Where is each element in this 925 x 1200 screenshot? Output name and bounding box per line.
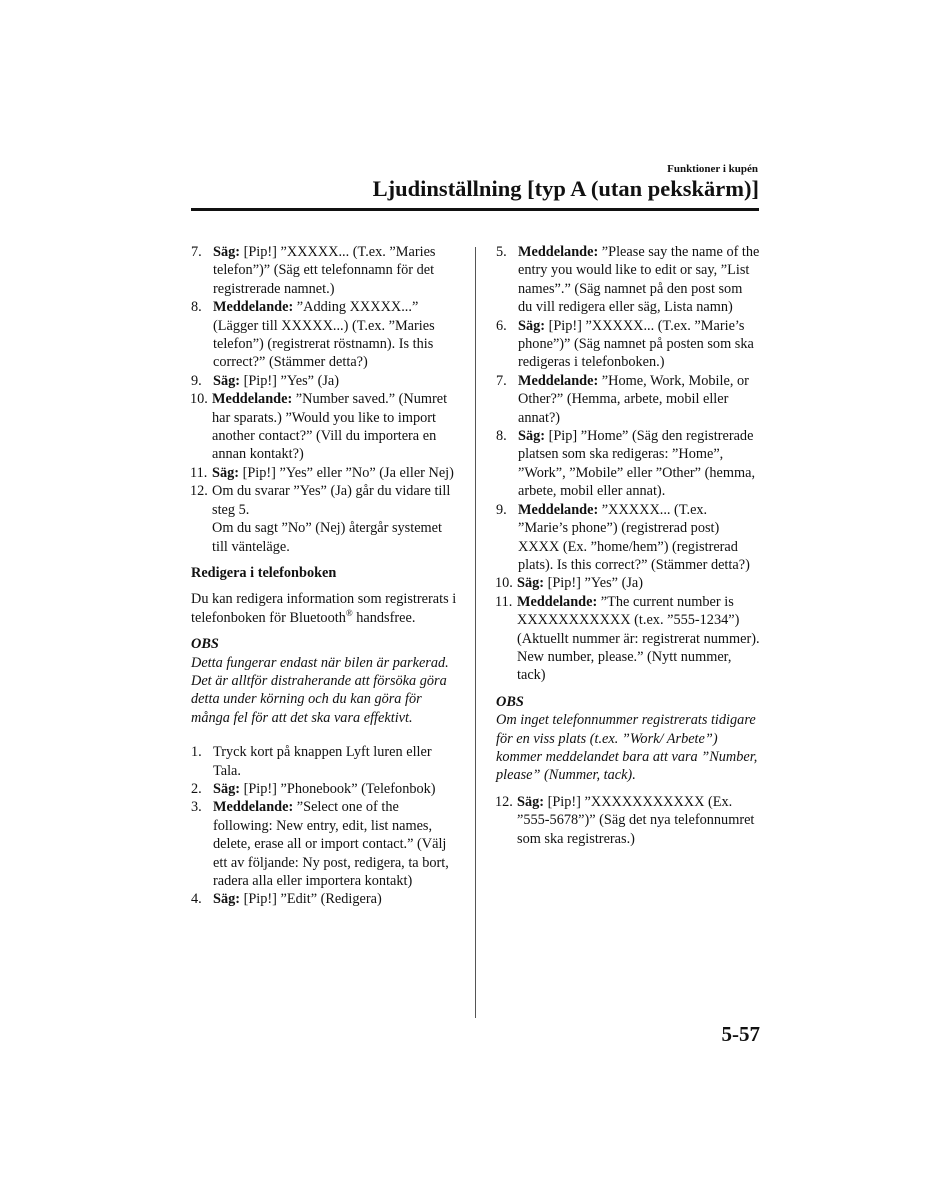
step-label: Meddelande: <box>518 372 599 389</box>
list-item <box>496 317 760 372</box>
step-number: 10. <box>190 391 208 408</box>
step-number: 10. <box>495 575 513 592</box>
section-label: Funktioner i kupén <box>667 163 758 175</box>
step-body <box>518 317 760 372</box>
step-text: ”Please say the name of the entry you would like to edit or say, ”List names”.” (Säg namnet på den post som du vill redigera eller säg, Lista namn) <box>518 244 760 316</box>
step-number: 4. <box>191 891 202 908</box>
note-text: Detta fungerar endast när bilen är parkerad. Det är alltför distraherande att försöka göra detta under körning och du kan göra för många fel för att det ska vara effektivt. <box>191 654 449 726</box>
header-rule <box>191 208 759 211</box>
list-item <box>496 427 760 501</box>
intro-text-end: handsfree. <box>352 609 416 626</box>
list-item <box>191 798 459 890</box>
list-item <box>191 390 459 464</box>
column-divider <box>475 247 476 1018</box>
step-body <box>517 574 760 592</box>
intro-text: Du kan redigera information som registrerats i telefonboken för Bluetooth <box>191 591 457 626</box>
list-item <box>496 243 760 317</box>
list-item <box>496 372 760 427</box>
step-label: Meddelande: <box>213 799 294 816</box>
note-text-right: Om inget telefonnummer registrerats tidigare för en viss plats (t.ex. ”Work/ Arbete”) kommer meddelandet bara att vara ”Number, please” (Nummer, tack). <box>496 712 758 784</box>
step-label: Meddelande: <box>518 244 599 260</box>
step-number: 7. <box>496 372 507 389</box>
step-number: 11. <box>190 464 208 481</box>
left-step-list-edit <box>191 743 459 909</box>
step-text: [Pip!] ”Edit” (Redigera) <box>240 891 382 908</box>
step-number: 6. <box>496 317 507 334</box>
list-item <box>191 743 459 780</box>
step-label: Meddelande: <box>517 593 598 610</box>
step-subtext: Om du sagt ”No” (Nej) återgår systemet till vänteläge. <box>212 520 442 555</box>
page-number: 5-57 <box>721 1022 760 1046</box>
step-label: Säg: <box>213 780 241 797</box>
step-text: Om du svarar ”Yes” (Ja) går du vidare till steg 5. <box>212 483 451 518</box>
step-body <box>518 372 760 427</box>
step-number: 2. <box>191 780 202 797</box>
step-label: Meddelande: <box>212 391 293 408</box>
step-text: [Pip] ”Home” (Säg den registrerade platsen som ska redigeras: ”Home”, ”Work”, ”Mobile” eller ”Other” (hemma, arbete, mobil eller annat). <box>518 428 756 500</box>
step-body <box>518 427 760 501</box>
left-step-list-continued <box>191 243 459 556</box>
step-text: ”Home, Work, Mobile, or Other?” (Hemma, arbete, mobil eller annat?) <box>518 372 749 426</box>
step-body <box>517 593 760 685</box>
step-number: 9. <box>191 372 202 389</box>
step-label: Säg: <box>212 464 240 481</box>
step-number: 5. <box>496 244 507 260</box>
step-label: Säg: <box>213 372 241 389</box>
step-number: 8. <box>496 428 507 445</box>
step-text: [Pip!] ”XXXXX... (T.ex. ”Marie’s phone”)” (Säg namnet på posten som ska redigeras i telefonboken.) <box>518 317 754 371</box>
list-item <box>191 372 459 390</box>
step-body <box>212 482 459 556</box>
step-text: [Pip!] ”Yes” (Ja) <box>240 372 340 389</box>
step-body <box>213 798 459 890</box>
step-text: ”The current number is XXXXXXXXXXX (t.ex. ”555-1234”) (Aktuellt nummer är: registrerat nummer). New number, please.” (Nytt nummer, tack) <box>517 593 760 684</box>
step-body <box>213 243 459 298</box>
step-body <box>213 743 459 780</box>
step-text: Tryck kort på knappen Lyft luren eller Tala. <box>213 744 432 779</box>
registered-mark: ® <box>345 607 353 618</box>
step-text: ”Adding XXXXX...” (Lägger till XXXXX...) (T.ex. ”Maries telefon”) (registrerat röstnamn). Is this correct?” (Stämmer detta?) <box>213 299 435 371</box>
step-body <box>213 298 459 372</box>
step-label: Säg: <box>517 793 545 810</box>
step-label: Säg: <box>518 428 546 445</box>
list-item <box>191 464 459 482</box>
step-text: [Pip!] ”Yes” (Ja) <box>544 575 644 592</box>
step-body <box>212 464 459 482</box>
step-label: Meddelande: <box>518 501 599 518</box>
step-body <box>518 501 760 575</box>
step-label: Meddelande: <box>213 299 294 316</box>
subheading-edit-phonebook: Redigera i telefonboken <box>191 564 337 581</box>
right-step-list-end <box>496 793 760 848</box>
list-item <box>191 243 459 298</box>
list-item <box>496 501 760 575</box>
right-step-list <box>496 243 760 685</box>
step-number: 12. <box>190 483 208 500</box>
step-number: 9. <box>496 501 507 518</box>
left-column <box>191 243 459 909</box>
step-text: [Pip!] ”XXXXX... (T.ex. ”Maries telefon”)” (Säg ett telefonnamn för det registrerade namnet.) <box>213 244 436 297</box>
step-number: 3. <box>191 799 202 816</box>
step-body <box>213 890 459 908</box>
list-item <box>191 890 459 908</box>
list-item <box>496 793 760 848</box>
step-label: Säg: <box>213 244 241 260</box>
intro-paragraph <box>191 590 459 627</box>
step-text: ”Number saved.” (Numret har sparats.) ”Would you like to import another contact?” (Vill du importera en annan kontakt?) <box>212 391 448 463</box>
step-body <box>517 793 760 848</box>
step-body <box>212 390 459 464</box>
step-label: Säg: <box>518 317 546 334</box>
step-number: 7. <box>191 244 202 260</box>
list-item <box>191 298 459 372</box>
step-text: [Pip!] ”Phonebook” (Telefonbok) <box>240 780 436 797</box>
note-title: OBS <box>191 636 219 653</box>
step-body <box>213 372 459 390</box>
step-text: [Pip!] ”XXXXXXXXXXX (Ex. ”555-5678”)” (Säg det nya telefonnumret som ska registreras.) <box>517 793 755 847</box>
step-number: 1. <box>191 744 202 761</box>
step-body <box>518 243 760 317</box>
step-text: [Pip!] ”Yes” eller ”No” (Ja eller Nej) <box>239 464 454 481</box>
list-item <box>191 482 459 556</box>
step-text: ”XXXXX... (T.ex. ”Marie’s phone”) (registrerad post) XXXX (Ex. ”home/hem”) (registrerad plats). Is this correct?” (Stämmer detta?) <box>518 501 750 573</box>
step-label: Säg: <box>517 575 545 592</box>
right-column <box>496 243 760 848</box>
step-label: Säg: <box>213 891 241 908</box>
list-item <box>496 593 760 685</box>
step-body <box>213 780 459 798</box>
step-number: 12. <box>495 793 513 810</box>
step-text: ”Select one of the following: New entry, edit, list names, delete, erase all or import contact.” (Välj ett av följande: Ny post, redigera, ta bort, radera alla eller importera kontakt) <box>213 799 449 889</box>
list-item <box>496 574 760 592</box>
list-item <box>191 780 459 798</box>
page-title: Ljudinställning [typ A (utan pekskärm)] <box>372 176 759 201</box>
note-title-right: OBS <box>496 693 524 710</box>
step-number: 11. <box>495 593 513 610</box>
step-number: 8. <box>191 299 202 316</box>
